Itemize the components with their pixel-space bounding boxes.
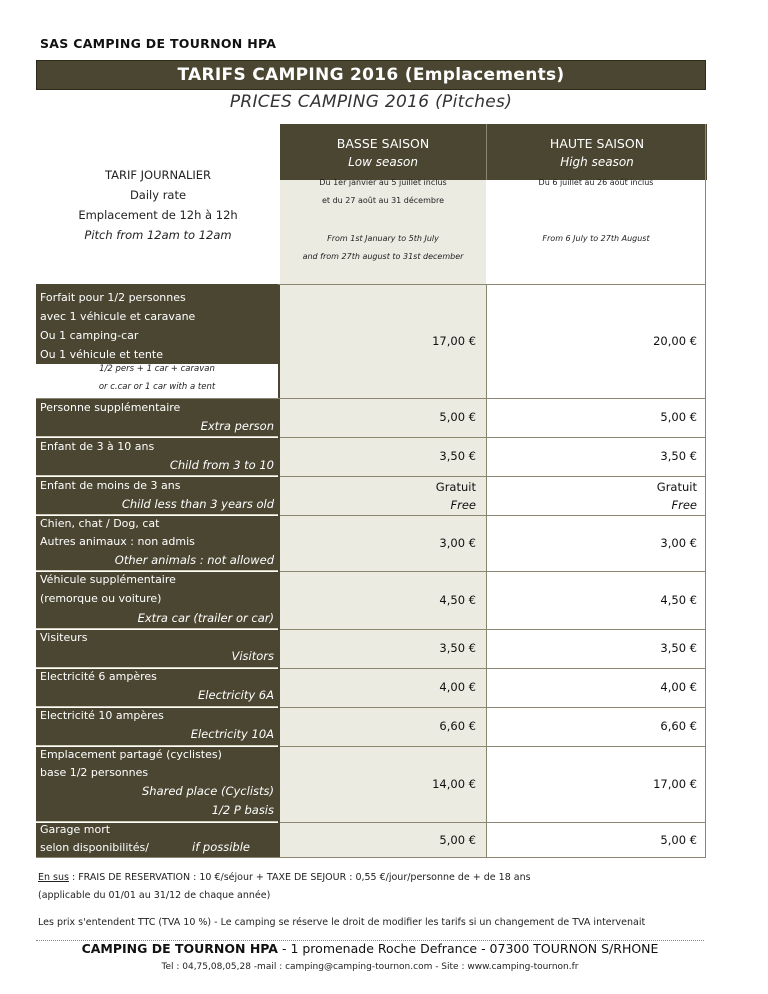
row-fr2: selon disponibilités/ — [40, 841, 149, 854]
row-divider — [280, 515, 706, 516]
low-season-header — [280, 124, 486, 180]
row-electricity-10a-high: 6,60 € — [660, 719, 697, 733]
forfait-line-1: Forfait pour 1/2 personnes — [40, 291, 186, 304]
fees-note — [38, 872, 531, 883]
forfait-en-1: 1/2 pers + 1 car + caravan — [99, 364, 215, 374]
contact-name: CAMPING DE TOURNON HPA — [81, 941, 278, 956]
row-child-3-10-label — [36, 438, 278, 476]
row-fr: Electricité 6 ampères — [40, 670, 157, 683]
contact-line — [36, 941, 704, 956]
forfait-line-3: Ou 1 camping-car — [40, 329, 139, 342]
row-en: Extra person — [200, 419, 274, 433]
row-garage-low: 5,00 € — [439, 833, 476, 847]
row-child-3-10-low: 3,50 € — [439, 449, 476, 463]
row-divider — [280, 707, 706, 708]
row-extra-person-low: 5,00 € — [439, 410, 476, 424]
row-divider — [280, 629, 706, 630]
forfait-line-4: Ou 1 véhicule et tente — [40, 348, 163, 361]
rate-hours: Emplacement de 12h à 12h — [78, 208, 238, 222]
row-electricity-6a-high: 4,00 € — [660, 680, 697, 694]
row-divider — [280, 822, 706, 823]
forfait-en-2: or c.car or 1 car with a tent — [98, 382, 216, 392]
row-divider — [280, 437, 706, 438]
low-season-dates-en-1: From 1st January to 5th July — [327, 234, 439, 243]
row-extra-vehicle-label — [36, 572, 278, 629]
row-electricity-10a-low: 6,60 € — [439, 719, 476, 733]
row-en: Visitors — [231, 649, 274, 663]
row-child-under-3-high-en: Free — [671, 498, 697, 512]
row-extra-vehicle-high: 4,50 € — [660, 593, 697, 607]
low-season-dates-en-2: and from 27th august to 31st december — [302, 252, 464, 261]
contact-details: Tel : 04,75,08,05,28 -mail : camping@camping-tournon.com - Site : www.camping-tournon.fr — [161, 962, 579, 972]
high-season-name: HAUTE SAISON — [549, 136, 645, 151]
row-en: if possible — [192, 840, 250, 854]
rate-hours-en: Pitch from 12am to 12am — [84, 228, 232, 242]
row-extra-vehicle-low: 4,50 € — [439, 593, 476, 607]
forfait-label-cell — [36, 284, 278, 364]
row-fr: Enfant de moins de 3 ans — [40, 479, 181, 492]
fees-text: : FRAIS DE RESERVATION : 10 €/séjour + TAXE DE SEJOUR : 0,55 €/jour/personne de + de 18 ans — [68, 872, 531, 883]
row-en: Child from 3 to 10 — [169, 458, 274, 472]
forfait-line-2: avec 1 véhicule et caravane — [40, 310, 196, 323]
row-visitors-high: 3,50 € — [660, 641, 697, 655]
row-en: Electricity 6A — [198, 688, 274, 702]
contact-address: - 1 promenade Roche Defrance - 07300 TOURNON S/RHONE — [277, 941, 659, 956]
row-electricity-10a-label — [36, 708, 278, 746]
row-shared-pitch-label — [36, 747, 278, 822]
row-fr2: (remorque ou voiture) — [40, 592, 162, 605]
row-visitors-low: 3,50 € — [439, 641, 476, 655]
row-pets-low: 3,00 € — [439, 536, 476, 550]
low-season-name: BASSE SAISON — [336, 136, 430, 151]
row-en: Child less than 3 years old — [121, 497, 274, 511]
row-fr: Enfant de 3 à 10 ans — [40, 440, 155, 453]
high-season-header — [486, 124, 707, 180]
row-divider — [280, 746, 706, 747]
row-fr: Emplacement partagé (cyclistes) — [40, 748, 222, 761]
en-sus-label: En sus — [38, 872, 69, 883]
high-season-dates-fr: Du 6 juillet au 26 août inclus — [538, 178, 654, 187]
row-extra-person-high: 5,00 € — [660, 410, 697, 424]
row-fr: Garage mort — [40, 823, 111, 836]
row-child-under-3-label — [36, 477, 278, 515]
page-subtitle: PRICES CAMPING 2016 (Pitches) — [229, 92, 513, 112]
row-garage-label — [36, 823, 278, 857]
table-bottom-border — [36, 857, 706, 858]
row-child-under-3-low: Gratuit — [435, 480, 476, 494]
applicable-note: (applicable du 01/01 au 31/12 de chaque année) — [38, 890, 271, 901]
company-name: SAS CAMPING DE TOURNON HPA — [40, 36, 277, 51]
page-title: TARIFS CAMPING 2016 (Emplacements) — [36, 60, 706, 90]
row-pets-label — [36, 516, 278, 571]
row-extra-person-label — [36, 399, 278, 437]
row-en: Shared place (Cyclists) — [141, 784, 274, 798]
row-en2: 1/2 P basis — [211, 803, 274, 817]
row-divider — [280, 571, 706, 572]
row-electricity-6a-label — [36, 669, 278, 707]
row-visitors-label — [36, 630, 278, 668]
row-divider — [280, 668, 706, 669]
row-fr: Visiteurs — [40, 631, 88, 644]
row-fr: Véhicule supplémentaire — [40, 573, 176, 586]
row-en: Extra car (trailer or car) — [137, 611, 274, 625]
row-shared-pitch-high: 17,00 € — [653, 777, 697, 791]
row-fr: Electricité 10 ampères — [40, 709, 164, 722]
row-fr2: base 1/2 personnes — [40, 766, 149, 779]
low-season-name-en: Low season — [348, 155, 418, 169]
row-divider — [280, 476, 706, 477]
row-child-under-3-high: Gratuit — [656, 480, 697, 494]
forfait-price-low: 17,00 € — [432, 334, 476, 348]
divider-right — [705, 124, 706, 858]
high-season-dates-en: From 6 July to 27th August — [542, 234, 650, 243]
forfait-price-high: 20,00 € — [653, 334, 697, 348]
vat-note: Les prix s'entendent TTC (TVA 10 %) - Le camping se réserve le droit de modifier les tarifs si un changement de TVA intervenait — [38, 917, 646, 928]
row-child-3-10-high: 3,50 € — [660, 449, 697, 463]
row-fr: Personne supplémentaire — [40, 401, 181, 414]
row-electricity-6a-low: 4,00 € — [439, 680, 476, 694]
row-child-under-3-low-en: Free — [450, 498, 476, 512]
row-fr2: Autres animaux : non admis — [40, 535, 195, 548]
high-season-name-en: High season — [560, 155, 634, 169]
low-season-dates-fr-1: Du 1er janvier au 5 juillet inclus — [319, 178, 447, 187]
low-season-dates-fr-2: et du 27 août au 31 décembre — [321, 196, 445, 205]
row-shared-pitch-low: 14,00 € — [432, 777, 476, 791]
rate-title: TARIF JOURNALIER — [104, 168, 212, 182]
row-fr: Chien, chat / Dog, cat — [40, 517, 160, 530]
row-pets-high: 3,00 € — [660, 536, 697, 550]
rate-title-en: Daily rate — [129, 188, 187, 202]
row-en: Electricity 10A — [190, 727, 274, 741]
row-garage-high: 5,00 € — [660, 833, 697, 847]
row-en: Other animals : not allowed — [114, 553, 274, 567]
